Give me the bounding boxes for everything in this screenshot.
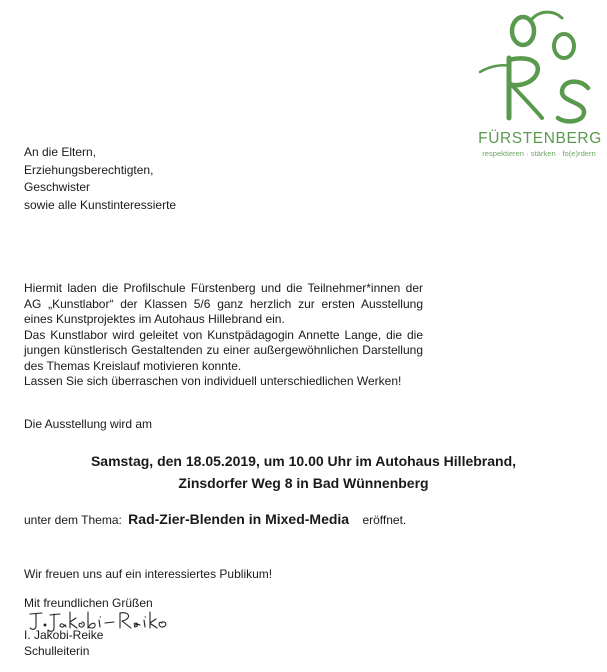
- logo-tagline: respektieren · stärken · fo(e)rdern: [482, 149, 596, 158]
- event-address-line: Zinsdorfer Weg 8 in Bad Wünnenberg: [178, 475, 429, 491]
- body-paragraph-3: Lassen Sie sich überraschen von individuell unterschiedlichen Werken!: [24, 374, 402, 388]
- closing-greeting: Mit freundlichen Grüßen: [24, 596, 153, 610]
- address-line-2: Erziehungsberechtigten,: [24, 162, 154, 177]
- theme-title: Rad-Zier-Blenden in Mixed-Media: [128, 511, 350, 527]
- address-line-4: sowie alle Kunstinteressierte: [24, 197, 177, 212]
- address-line-3: Geschwister: [24, 180, 91, 194]
- theme-line: [24, 511, 406, 527]
- logo-wordmark: FÜRSTENBERG: [478, 130, 602, 147]
- letter-body: [24, 281, 423, 390]
- body-paragraph-1: Hiermit laden die Profilschule Fürstenberg und die Teilnehmer*innen der AG „Kunstlabor“ der Klassen 5/6 ganz herzlich zur ersten Ausstellung eines Kunstprojektes im Autohaus Hillebrand ein.: [24, 281, 423, 326]
- logo-graphic: [476, 6, 602, 130]
- handwritten-signature: [28, 606, 178, 638]
- event-details: [0, 450, 607, 494]
- signer-name: I. Jakobi-Reike: [24, 628, 104, 642]
- recipient-address: [24, 144, 176, 214]
- exhibition-intro: Die Ausstellung wird am: [24, 417, 153, 431]
- body-paragraph-2: Das Kunstlabor wird geleitet von Kunstpädagogin Annette Lange, die die jungen künstlerisch Gestaltenden zu einer außergewöhnlichen Darstellung des Themas Kreislauf motivieren konnte.: [24, 327, 423, 373]
- event-date-line: Samstag, den 18.05.2019, um 10.00 Uhr im Autohaus Hillebrand,: [90, 453, 517, 469]
- theme-suffix: eröffnet.: [362, 513, 407, 527]
- invitation-closing: Wir freuen uns auf ein interessiertes Publikum!: [24, 567, 273, 581]
- theme-prefix: unter dem Thema:: [24, 513, 122, 527]
- address-line-1: An die Eltern,: [24, 145, 97, 159]
- signer-role: Schulleiterin: [24, 644, 90, 658]
- school-logo: [476, 6, 602, 166]
